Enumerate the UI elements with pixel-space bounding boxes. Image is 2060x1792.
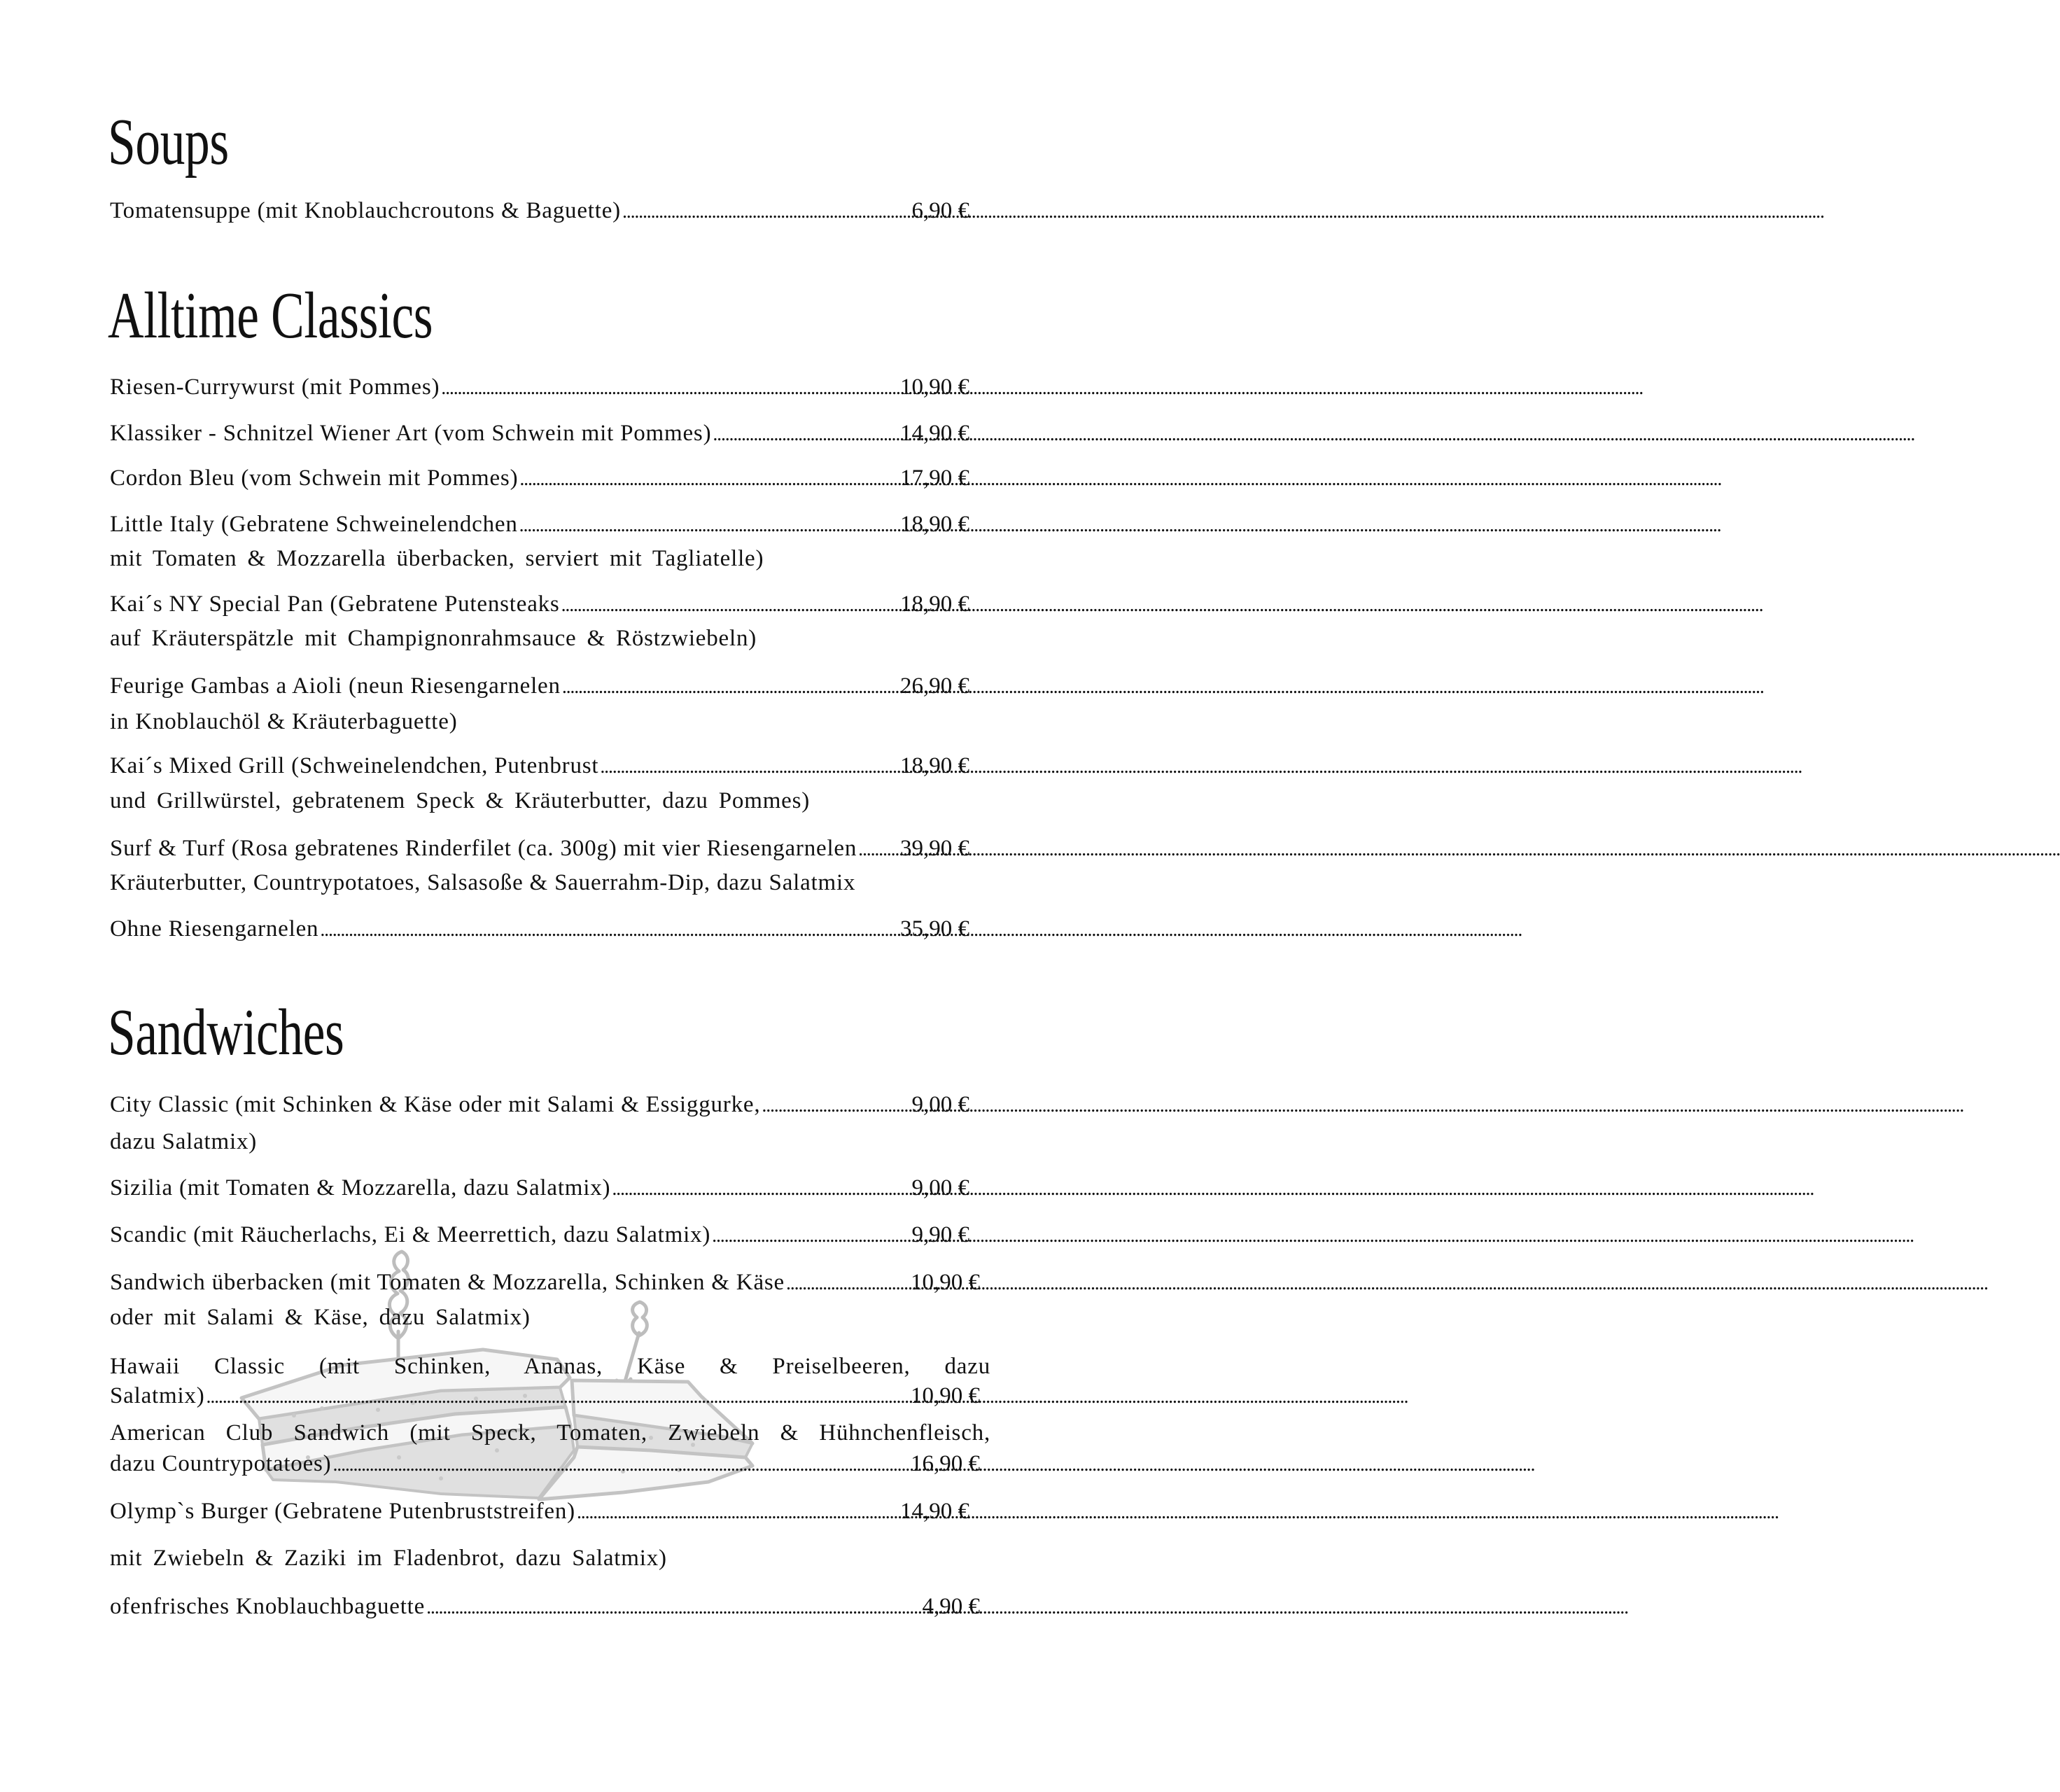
section-title-alltime-classics: Alltime Classics [108, 279, 433, 352]
item-name: Little Italy (Gebratene Schweinelendchen [110, 512, 518, 537]
item-price: 16,90 € [911, 1451, 980, 1476]
dot-leader [425, 1594, 920, 1622]
item-name: American Club Sandwich (mit Speck, Tomaten, Zwiebeln & Hühnchenfleisch, [110, 1420, 990, 1446]
menu-item [110, 1221, 969, 1249]
item-price: 6,90 € [911, 198, 969, 223]
dot-leader [205, 1383, 909, 1411]
item-price: 9,00 € [911, 1092, 969, 1117]
item-name: Tomatensuppe (mit Knoblauchcroutons & Baguette) [110, 198, 621, 223]
menu-item [110, 510, 969, 538]
item-price: 26,90 € [900, 673, 969, 699]
item-name: Klassiker - Schnitzel Wiener Art (vom Schwein mit Pommes) [110, 421, 712, 446]
menu-item [110, 915, 969, 943]
item-price: 9,90 € [911, 1222, 969, 1247]
item-price: 10,90 € [900, 374, 969, 400]
item-name-continued: dazu Countrypotatoes) [110, 1451, 332, 1476]
menu-item [110, 464, 969, 492]
menu-item [110, 197, 969, 225]
right-toothpick-frill [633, 1302, 647, 1336]
item-name-continued: Salatmix) [110, 1383, 205, 1408]
menu-item [110, 373, 969, 401]
item-name: Surf & Turf (Rosa gebratenes Rinderfilet (ca. 300g) mit vier Riesengarnelen [110, 836, 857, 861]
dot-leader [331, 1451, 909, 1479]
dot-leader [711, 421, 898, 449]
item-price: 17,90 € [900, 465, 969, 491]
item-description: mit Zwiebeln & Zaziki im Fladenbrot, dazu Salatmix) [110, 1546, 667, 1571]
item-name: City Classic (mit Schinken & Käse oder mit Salami & Essiggurke, [110, 1092, 761, 1117]
item-description: und Grillwürstel, gebratenem Speck & Kräuterbutter, dazu Pommes) [110, 788, 811, 813]
item-name: Sizilia (mit Tomaten & Mozzarella, dazu Salatmix) [110, 1175, 611, 1200]
dot-leader [598, 753, 898, 781]
item-description: in Knoblauchöl & Kräuterbaguette) [110, 709, 458, 734]
item-name: Kai´s NY Special Pan (Gebratene Putensteaks [110, 592, 560, 617]
item-name: Sandwich überbacken (mit Tomaten & Mozzarella, Schinken & Käse [110, 1270, 785, 1295]
item-name: Scandic (mit Räucherlachs, Ei & Meerrettich, dazu Salatmix) [110, 1222, 711, 1247]
item-name: Hawaii Classic (mit Schinken, Ananas, Käse & Preiselbeeren, dazu [110, 1354, 990, 1379]
item-price: 18,90 € [900, 753, 969, 778]
menu-item [110, 419, 969, 447]
dot-leader [561, 673, 898, 701]
menu-item [110, 1174, 969, 1202]
dot-leader [785, 1270, 909, 1298]
menu-item [110, 1091, 969, 1119]
menu-item [110, 1450, 980, 1478]
item-price: 10,90 € [911, 1383, 980, 1408]
dot-leader [857, 836, 898, 864]
dot-leader [610, 1175, 909, 1203]
item-price: 14,90 € [900, 1499, 969, 1524]
item-price: 10,90 € [911, 1270, 980, 1295]
dot-leader [760, 1092, 909, 1120]
dot-leader [621, 198, 910, 226]
item-price: 39,90 € [900, 836, 969, 861]
item-name: Ohne Riesengarnelen [110, 916, 319, 941]
dot-leader [318, 916, 898, 944]
item-price: 4,90 € [922, 1594, 980, 1619]
item-name: Feurige Gambas a Aioli (neun Riesengarnelen [110, 673, 561, 699]
item-name: Cordon Bleu (vom Schwein mit Pommes) [110, 465, 519, 491]
menu-item [110, 834, 969, 862]
item-description: mit Tomaten & Mozzarella überbacken, serviert mit Tagliatelle) [110, 546, 764, 571]
menu-item [110, 1382, 980, 1410]
dot-leader [575, 1499, 898, 1527]
item-description: oder mit Salami & Käse, dazu Salatmix) [110, 1305, 531, 1330]
item-description: auf Kräuterspätzle mit Champignonrahmsauce & Röstzwiebeln) [110, 626, 757, 651]
dot-leader [560, 592, 898, 620]
menu-item [110, 1268, 980, 1296]
section-title-sandwiches: Sandwiches [108, 996, 344, 1069]
menu-item [110, 752, 969, 780]
dot-leader [710, 1222, 909, 1250]
dot-leader [440, 374, 898, 402]
item-name: Riesen-Currywurst (mit Pommes) [110, 374, 440, 400]
item-price: 18,90 € [900, 512, 969, 537]
section-title-soups: Soups [108, 106, 229, 178]
item-price: 18,90 € [900, 592, 969, 617]
item-price: 35,90 € [900, 916, 969, 941]
item-description: dazu Salatmix) [110, 1129, 258, 1154]
menu-item [110, 1497, 969, 1525]
menu-item [110, 672, 969, 700]
item-name: Kai´s Mixed Grill (Schweinelendchen, Putenbrust [110, 753, 599, 778]
item-price: 14,90 € [900, 421, 969, 446]
menu-item [110, 590, 969, 618]
item-name: Olymp`s Burger (Gebratene Putenbruststreifen) [110, 1499, 575, 1524]
dot-leader [518, 512, 898, 540]
dot-leader [518, 465, 898, 493]
item-description: Kräuterbutter, Countrypotatoes, Salsasoße & Sauerrahm-Dip, dazu Salatmix [110, 870, 856, 895]
item-price: 9,00 € [911, 1175, 969, 1200]
item-name: ofenfrisches Knoblauchbaguette [110, 1594, 426, 1619]
menu-item [110, 1592, 980, 1620]
